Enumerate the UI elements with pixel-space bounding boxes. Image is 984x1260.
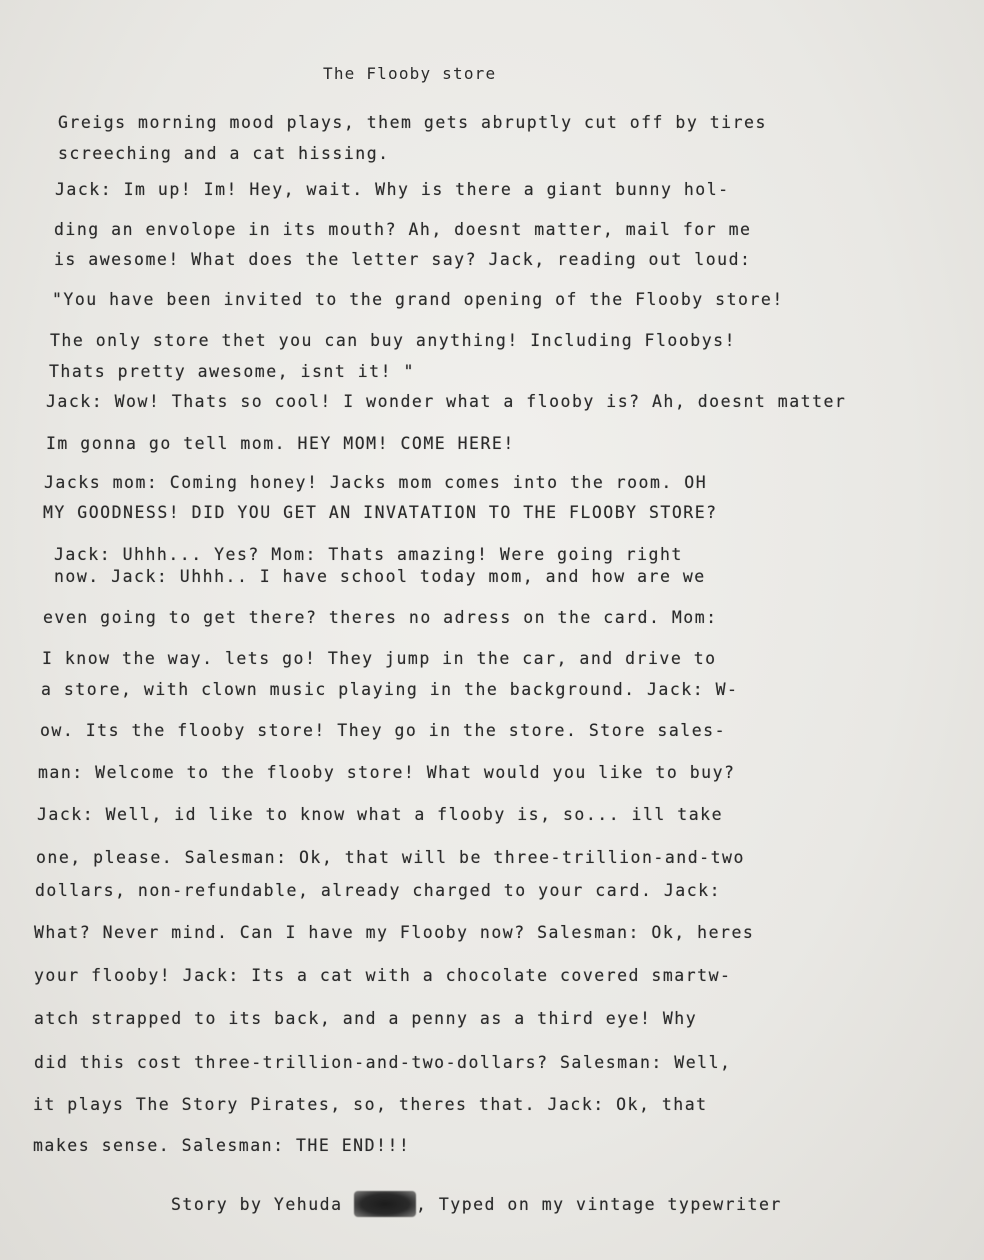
story-line: now. Jack: Uhhh.. I have school today mom, and how are we [54, 567, 706, 586]
story-title: The Flooby store [323, 64, 497, 83]
story-line: it plays The Story Pirates, so, theres that. Jack: Ok, that [33, 1095, 708, 1114]
story-line: "You have been invited to the grand opening of the Flooby store! [52, 290, 784, 309]
story-line: MY GOODNESS! DID YOU GET AN INVATATION TO THE FLOOBY STORE? [43, 503, 718, 522]
story-line: even going to get there? theres no adress on the card. Mom: [43, 608, 718, 627]
story-line: is awesome! What does the letter say? Jack, reading out loud: [54, 250, 752, 269]
story-line: one, please. Salesman: Ok, that will be three-trillion-and-two [36, 848, 745, 867]
story-line: Jack: Uhhh... Yes? Mom: Thats amazing! Were going right [54, 545, 683, 564]
credit-typed-note: , Typed on my vintage typewriter [415, 1195, 782, 1214]
story-line: atch strapped to its back, and a penny as a third eye! Why [34, 1009, 698, 1028]
story-line: Jack: Wow! Thats so cool! I wonder what a flooby is? Ah, doesnt matter [46, 392, 847, 411]
redaction-mark [354, 1191, 416, 1217]
story-line: Jack: Well, id like to know what a flooby is, so... ill take [37, 805, 724, 824]
story-line: your flooby! Jack: Its a cat with a chocolate covered smartw- [34, 966, 732, 985]
story-line: ow. Its the flooby store! They go in the store. Store sales- [40, 721, 727, 740]
story-line: The only store thet you can buy anything! Including Floobys! [50, 331, 737, 350]
story-line: makes sense. Salesman: THE END!!! [33, 1136, 411, 1155]
story-line: ding an envolope in its mouth? Ah, doesnt matter, mail for me [54, 220, 752, 239]
story-line: dollars, non-refundable, already charged to your card. Jack: [35, 881, 722, 900]
story-line: screeching and a cat hissing. [58, 144, 390, 163]
story-line: Jacks mom: Coming honey! Jacks mom comes into the room. OH [44, 473, 708, 492]
story-line: did this cost three-trillion-and-two-dollars? Salesman: Well, [34, 1053, 732, 1072]
story-line: Thats pretty awesome, isnt it! " [49, 362, 415, 381]
story-line: man: Welcome to the flooby store! What would you like to buy? [38, 763, 736, 782]
story-line: Jack: Im up! Im! Hey, wait. Why is there a giant bunny hol- [55, 180, 730, 199]
story-line: a store, with clown music playing in the background. Jack: W- [41, 680, 739, 699]
credit-author: Story by Yehuda [171, 1195, 343, 1214]
story-line: What? Never mind. Can I have my Flooby now? Salesman: Ok, heres [34, 923, 755, 942]
story-line: Greigs morning mood plays, them gets abruptly cut off by tires [58, 113, 767, 132]
story-line: I know the way. lets go! They jump in the car, and drive to [42, 649, 717, 668]
story-line: Im gonna go tell mom. HEY MOM! COME HERE! [46, 434, 515, 453]
story-credit [171, 1191, 782, 1217]
